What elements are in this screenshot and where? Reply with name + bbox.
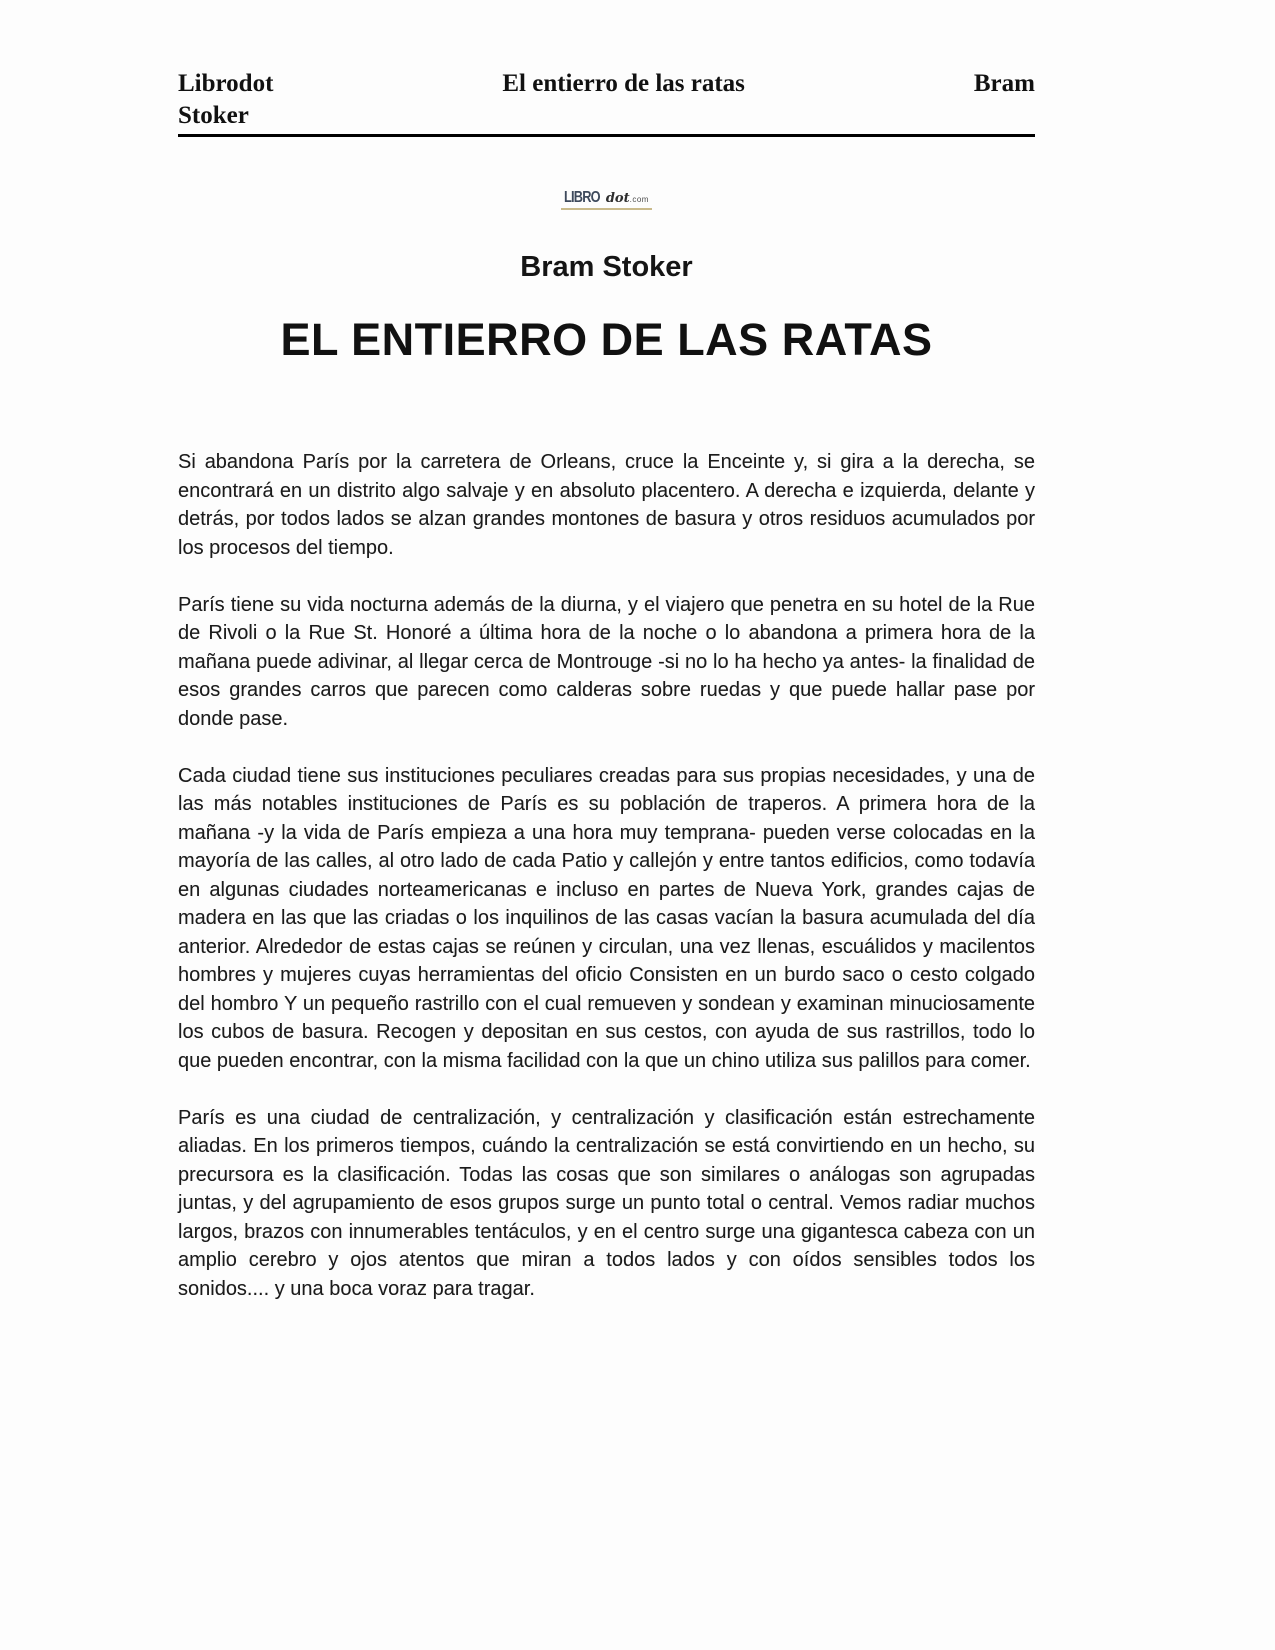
logo-dot-text: dot: [605, 191, 630, 206]
book-title-heading: EL ENTIERRO DE LAS RATAS: [280, 314, 933, 365]
body-paragraph-3: Cada ciudad tiene sus instituciones peculiares creadas para sus propias necesidades, y una de las más notables instituciones de París es su población de traperos. A primera hora de la mañana -y la vida de París empieza a una hora muy temprana- pueden verse colocadas en la mayoría de las calles, al otro lado de cada Patio y callejón y entre tantos edificios, como todavía en algunas ciudades norteamericanas e incluso en partes de Nueva York, grandes cajas de madera en las que las criadas o los inquilinos de las casas vacían la basura acumulada del día anterior. Alrededor de estas cajas se reúnen y circulan, una vez llenas, escuálidos y macilentos hombres y mujeres cuyas herramientas del oficio Consisten en un burdo saco o cesto colgado del hombro Y un pequeño rastrillo con el cual remueven y sondean y examinan minuciosamente los cubos de basura. Recogen y depositan en sus cestos, con ayuda de sus rastrillos, todo lo que pueden encontrar, con la misma facilidad con la que un chino utiliza sus palillos para comer.: [178, 764, 1035, 1072]
running-header-row-2: [178, 100, 1035, 132]
header-divider: [178, 134, 1035, 137]
header-book-title: El entierro de las ratas: [502, 70, 745, 97]
header-publisher: Librodot: [178, 70, 274, 97]
page-content: [178, 0, 1035, 1303]
running-header: [178, 0, 1035, 137]
header-author-first: Bram: [973, 70, 1035, 97]
author-heading: Bram Stoker: [520, 251, 693, 283]
body-paragraph-1: Si abandona París por la carretera de Orleans, cruce la Enceinte y, si gira a la derecha, se encontrará en un distrito algo salvaje y en absoluto placentero. A derecha e izquierda, delante y detrás, por todos lados se alzan grandes montones de basura y otros residuos acumulados por los procesos del tiempo.: [178, 451, 1035, 559]
librodot-logo: [561, 189, 652, 210]
logo-com-text: .com: [629, 195, 649, 204]
header-author-overflow: Stoker: [178, 102, 249, 129]
story-body: [178, 448, 1035, 1303]
body-paragraph-2: París tiene su vida nocturna además de la diurna, y el viajero que penetra en su hotel de la Rue de Rivoli o la Rue St. Honoré a última hora de la noche o lo abandona a primera hora de la mañana puede adivinar, al llegar cerca de Montrouge -si no lo ha hecho ya antes- la finalidad de esos grandes carros que parecen como calderas sobre ruedas y que puede hallar pase por donde pase.: [178, 593, 1035, 730]
body-paragraph-4: París es una ciudad de centralización, y centralización y clasificación están estrechamente aliadas. En los primeros tiempos, cuándo la centralización se está convirtiendo en un hecho, su precursora es la clasificación. Todas las cosas que son similares o análogas son agrupadas juntas, y del agrupamiento de esos grupos surge un punto total o central. Vemos radiar muchos largos, brazos con innumerables tentáculos, y en el centro surge una gigantesca cabeza con un amplio cerebro y ojos atentos que miran a todos lados y con oídos sensibles todos los sonidos.... y una boca voraz para tragar.: [178, 1106, 1035, 1300]
logo-row: [178, 189, 1035, 210]
running-header-row: [178, 68, 1035, 100]
logo-libro-text: LIBRO: [564, 189, 600, 206]
